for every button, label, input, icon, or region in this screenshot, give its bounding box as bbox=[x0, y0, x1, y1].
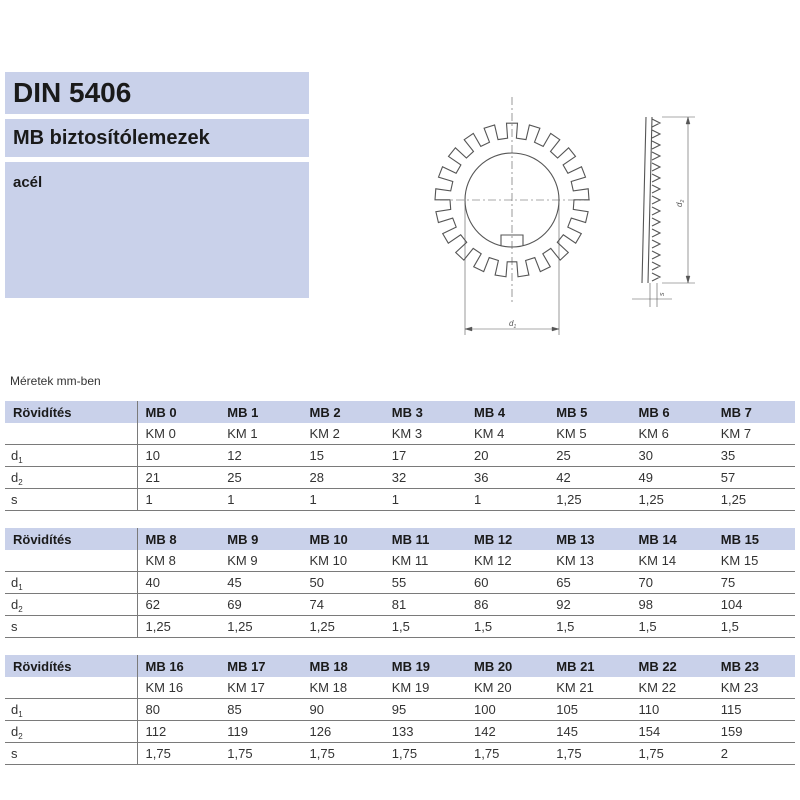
table-cell: 145 bbox=[548, 721, 630, 743]
table-cell: 86 bbox=[466, 594, 548, 616]
table-cell: 45 bbox=[219, 572, 301, 594]
d1-dimension-label: $d_1$ bbox=[509, 319, 517, 330]
table-row-km bbox=[5, 677, 795, 699]
mb-size-header: MB 22 bbox=[631, 655, 713, 677]
mb-size-header: MB 19 bbox=[384, 655, 466, 677]
table-cell: 1,75 bbox=[137, 743, 219, 765]
table-cell: 81 bbox=[384, 594, 466, 616]
table-cell: 90 bbox=[302, 699, 384, 721]
table-cell: 1,25 bbox=[137, 616, 219, 638]
material-label: acél bbox=[13, 174, 43, 191]
table-cell: 49 bbox=[631, 467, 713, 489]
d2-label: d bbox=[11, 597, 19, 612]
table-cell: KM 0 bbox=[137, 423, 219, 445]
title-box bbox=[5, 72, 309, 114]
washer-side-view bbox=[632, 117, 695, 307]
mb-size-header: MB 11 bbox=[384, 528, 466, 550]
table-cell: 104 bbox=[713, 594, 795, 616]
table-cell: 1,75 bbox=[219, 743, 301, 765]
row-label bbox=[5, 550, 137, 572]
mb-size-header: MB 8 bbox=[137, 528, 219, 550]
mb-size-header: MB 20 bbox=[466, 655, 548, 677]
washer-front-view bbox=[435, 97, 590, 335]
row-label bbox=[5, 445, 137, 467]
table-cell: 74 bbox=[302, 594, 384, 616]
mb-size-header: MB 23 bbox=[713, 655, 795, 677]
table-cell: KM 19 bbox=[384, 677, 466, 699]
spec-table-3 bbox=[5, 655, 795, 765]
table-cell: 36 bbox=[466, 467, 548, 489]
lock-washer-drawing bbox=[420, 95, 710, 335]
d1-subscript: 1 bbox=[18, 456, 23, 465]
table-cell: 1 bbox=[219, 489, 301, 511]
spec-table-2 bbox=[5, 528, 795, 638]
table-cell: KM 9 bbox=[219, 550, 301, 572]
mb-size-header: MB 16 bbox=[137, 655, 219, 677]
table-cell: 1,75 bbox=[384, 743, 466, 765]
mb-size-header: MB 7 bbox=[713, 401, 795, 423]
table-cell: 25 bbox=[548, 445, 630, 467]
table-cell: 17 bbox=[384, 445, 466, 467]
row-label bbox=[5, 677, 137, 699]
table-cell: 2 bbox=[713, 743, 795, 765]
spec-table-1 bbox=[5, 401, 795, 511]
table-cell: KM 16 bbox=[137, 677, 219, 699]
d2-label: d bbox=[11, 470, 19, 485]
table-cell: 1,5 bbox=[548, 616, 630, 638]
table-cell: 115 bbox=[713, 699, 795, 721]
mb-size-header: MB 15 bbox=[713, 528, 795, 550]
table-cell: 35 bbox=[713, 445, 795, 467]
table-cell: KM 8 bbox=[137, 550, 219, 572]
table-cell: 1 bbox=[384, 489, 466, 511]
table-row-km bbox=[5, 550, 795, 572]
table-cell: 1,5 bbox=[466, 616, 548, 638]
table-header-row bbox=[5, 528, 795, 550]
table-cell: 65 bbox=[548, 572, 630, 594]
table-cell: 100 bbox=[466, 699, 548, 721]
table-cell: KM 22 bbox=[631, 677, 713, 699]
table-cell: 10 bbox=[137, 445, 219, 467]
table-cell: 69 bbox=[219, 594, 301, 616]
row-label bbox=[5, 594, 137, 616]
mb-size-header: MB 5 bbox=[548, 401, 630, 423]
table-cell: 40 bbox=[137, 572, 219, 594]
mb-size-header: MB 21 bbox=[548, 655, 630, 677]
table-cell: 1,25 bbox=[302, 616, 384, 638]
table-cell: 1,25 bbox=[219, 616, 301, 638]
table-cell: 42 bbox=[548, 467, 630, 489]
table-cell: KM 1 bbox=[219, 423, 301, 445]
table-cell: 1,25 bbox=[548, 489, 630, 511]
table-row-s bbox=[5, 616, 795, 638]
material-box bbox=[5, 162, 309, 298]
s-label: s bbox=[11, 492, 18, 507]
table-cell: 57 bbox=[713, 467, 795, 489]
table-cell: KM 12 bbox=[466, 550, 548, 572]
mb-size-header: MB 18 bbox=[302, 655, 384, 677]
table-row-d1 bbox=[5, 572, 795, 594]
table-cell: 32 bbox=[384, 467, 466, 489]
mb-size-header: MB 0 bbox=[137, 401, 219, 423]
table-cell: KM 7 bbox=[713, 423, 795, 445]
d1-subscript: 1 bbox=[18, 583, 23, 592]
table-cell: 25 bbox=[219, 467, 301, 489]
table-cell: 1,5 bbox=[631, 616, 713, 638]
units-note: Méretek mm-ben bbox=[10, 374, 101, 388]
table-cell: 98 bbox=[631, 594, 713, 616]
table-cell: 85 bbox=[219, 699, 301, 721]
d2-subscript: 2 bbox=[18, 478, 23, 487]
table-cell: 126 bbox=[302, 721, 384, 743]
abbr-header: Rövidítés bbox=[5, 528, 137, 550]
table-cell: 1,75 bbox=[466, 743, 548, 765]
table-row-d1 bbox=[5, 445, 795, 467]
d1-label: d bbox=[11, 575, 19, 590]
table-cell: 1 bbox=[466, 489, 548, 511]
table-cell: KM 14 bbox=[631, 550, 713, 572]
subtitle-box bbox=[5, 119, 309, 157]
table-cell: KM 18 bbox=[302, 677, 384, 699]
table-header-row bbox=[5, 401, 795, 423]
row-label bbox=[5, 467, 137, 489]
d2-label: d bbox=[11, 724, 19, 739]
table-row-d2 bbox=[5, 594, 795, 616]
table-cell: KM 11 bbox=[384, 550, 466, 572]
table-cell: 110 bbox=[631, 699, 713, 721]
table-cell: 119 bbox=[219, 721, 301, 743]
mb-size-header: MB 10 bbox=[302, 528, 384, 550]
row-label bbox=[5, 699, 137, 721]
table-cell: 133 bbox=[384, 721, 466, 743]
s-label: s bbox=[11, 746, 18, 761]
table-row-s bbox=[5, 743, 795, 765]
table-cell: 1,25 bbox=[631, 489, 713, 511]
table-cell: 105 bbox=[548, 699, 630, 721]
table-row-s bbox=[5, 489, 795, 511]
table-cell: KM 3 bbox=[384, 423, 466, 445]
mb-size-header: MB 4 bbox=[466, 401, 548, 423]
row-label bbox=[5, 743, 137, 765]
table-cell: KM 23 bbox=[713, 677, 795, 699]
table-cell: 60 bbox=[466, 572, 548, 594]
d2-dimension-label: $d_2$ bbox=[675, 199, 686, 207]
table-cell: KM 2 bbox=[302, 423, 384, 445]
page-subtitle: MB biztosítólemezek bbox=[13, 127, 210, 149]
table-cell: KM 17 bbox=[219, 677, 301, 699]
d2-subscript: 2 bbox=[18, 732, 23, 741]
table-cell: KM 4 bbox=[466, 423, 548, 445]
table-cell: 1,5 bbox=[713, 616, 795, 638]
table-cell: 1 bbox=[137, 489, 219, 511]
row-label bbox=[5, 616, 137, 638]
mb-size-header: MB 13 bbox=[548, 528, 630, 550]
table-cell: 159 bbox=[713, 721, 795, 743]
table-cell: 20 bbox=[466, 445, 548, 467]
table-cell: KM 13 bbox=[548, 550, 630, 572]
table-cell: KM 10 bbox=[302, 550, 384, 572]
table-row-km bbox=[5, 423, 795, 445]
side-view-teeth bbox=[642, 117, 660, 283]
table-row-d2 bbox=[5, 721, 795, 743]
d1-label: d bbox=[11, 702, 19, 717]
table-cell: 95 bbox=[384, 699, 466, 721]
table-cell: 1,25 bbox=[713, 489, 795, 511]
row-label bbox=[5, 423, 137, 445]
table-cell: KM 5 bbox=[548, 423, 630, 445]
table-cell: 112 bbox=[137, 721, 219, 743]
table-cell: 1,5 bbox=[384, 616, 466, 638]
table-cell: KM 20 bbox=[466, 677, 548, 699]
mb-size-header: MB 9 bbox=[219, 528, 301, 550]
d1-subscript: 1 bbox=[18, 710, 23, 719]
table-cell: 1,75 bbox=[302, 743, 384, 765]
table-cell: 62 bbox=[137, 594, 219, 616]
mb-size-header: MB 12 bbox=[466, 528, 548, 550]
table-cell: 154 bbox=[631, 721, 713, 743]
table-cell: 50 bbox=[302, 572, 384, 594]
table-row-d2 bbox=[5, 467, 795, 489]
row-label bbox=[5, 721, 137, 743]
table-cell: 21 bbox=[137, 467, 219, 489]
s-dimension-label: s bbox=[659, 292, 666, 296]
table-cell: 1 bbox=[302, 489, 384, 511]
mb-size-header: MB 6 bbox=[631, 401, 713, 423]
mb-size-header: MB 17 bbox=[219, 655, 301, 677]
page-title: DIN 5406 bbox=[13, 77, 132, 108]
table-header-row bbox=[5, 655, 795, 677]
table-row-d1 bbox=[5, 699, 795, 721]
table-cell: KM 15 bbox=[713, 550, 795, 572]
table-cell: 15 bbox=[302, 445, 384, 467]
table-cell: 80 bbox=[137, 699, 219, 721]
abbr-header: Rövidítés bbox=[5, 655, 137, 677]
mb-size-header: MB 1 bbox=[219, 401, 301, 423]
table-cell: 142 bbox=[466, 721, 548, 743]
table-cell: 92 bbox=[548, 594, 630, 616]
abbr-header: Rövidítés bbox=[5, 401, 137, 423]
d1-label: d bbox=[11, 448, 19, 463]
table-cell: 12 bbox=[219, 445, 301, 467]
row-label bbox=[5, 489, 137, 511]
table-cell: KM 6 bbox=[631, 423, 713, 445]
table-cell: KM 21 bbox=[548, 677, 630, 699]
mb-size-header: MB 14 bbox=[631, 528, 713, 550]
table-cell: 75 bbox=[713, 572, 795, 594]
s-label: s bbox=[11, 619, 18, 634]
table-cell: 30 bbox=[631, 445, 713, 467]
table-cell: 28 bbox=[302, 467, 384, 489]
table-cell: 70 bbox=[631, 572, 713, 594]
table-cell: 1,75 bbox=[548, 743, 630, 765]
table-cell: 1,75 bbox=[631, 743, 713, 765]
d2-subscript: 2 bbox=[18, 605, 23, 614]
mb-size-header: MB 2 bbox=[302, 401, 384, 423]
table-cell: 55 bbox=[384, 572, 466, 594]
mb-size-header: MB 3 bbox=[384, 401, 466, 423]
row-label bbox=[5, 572, 137, 594]
